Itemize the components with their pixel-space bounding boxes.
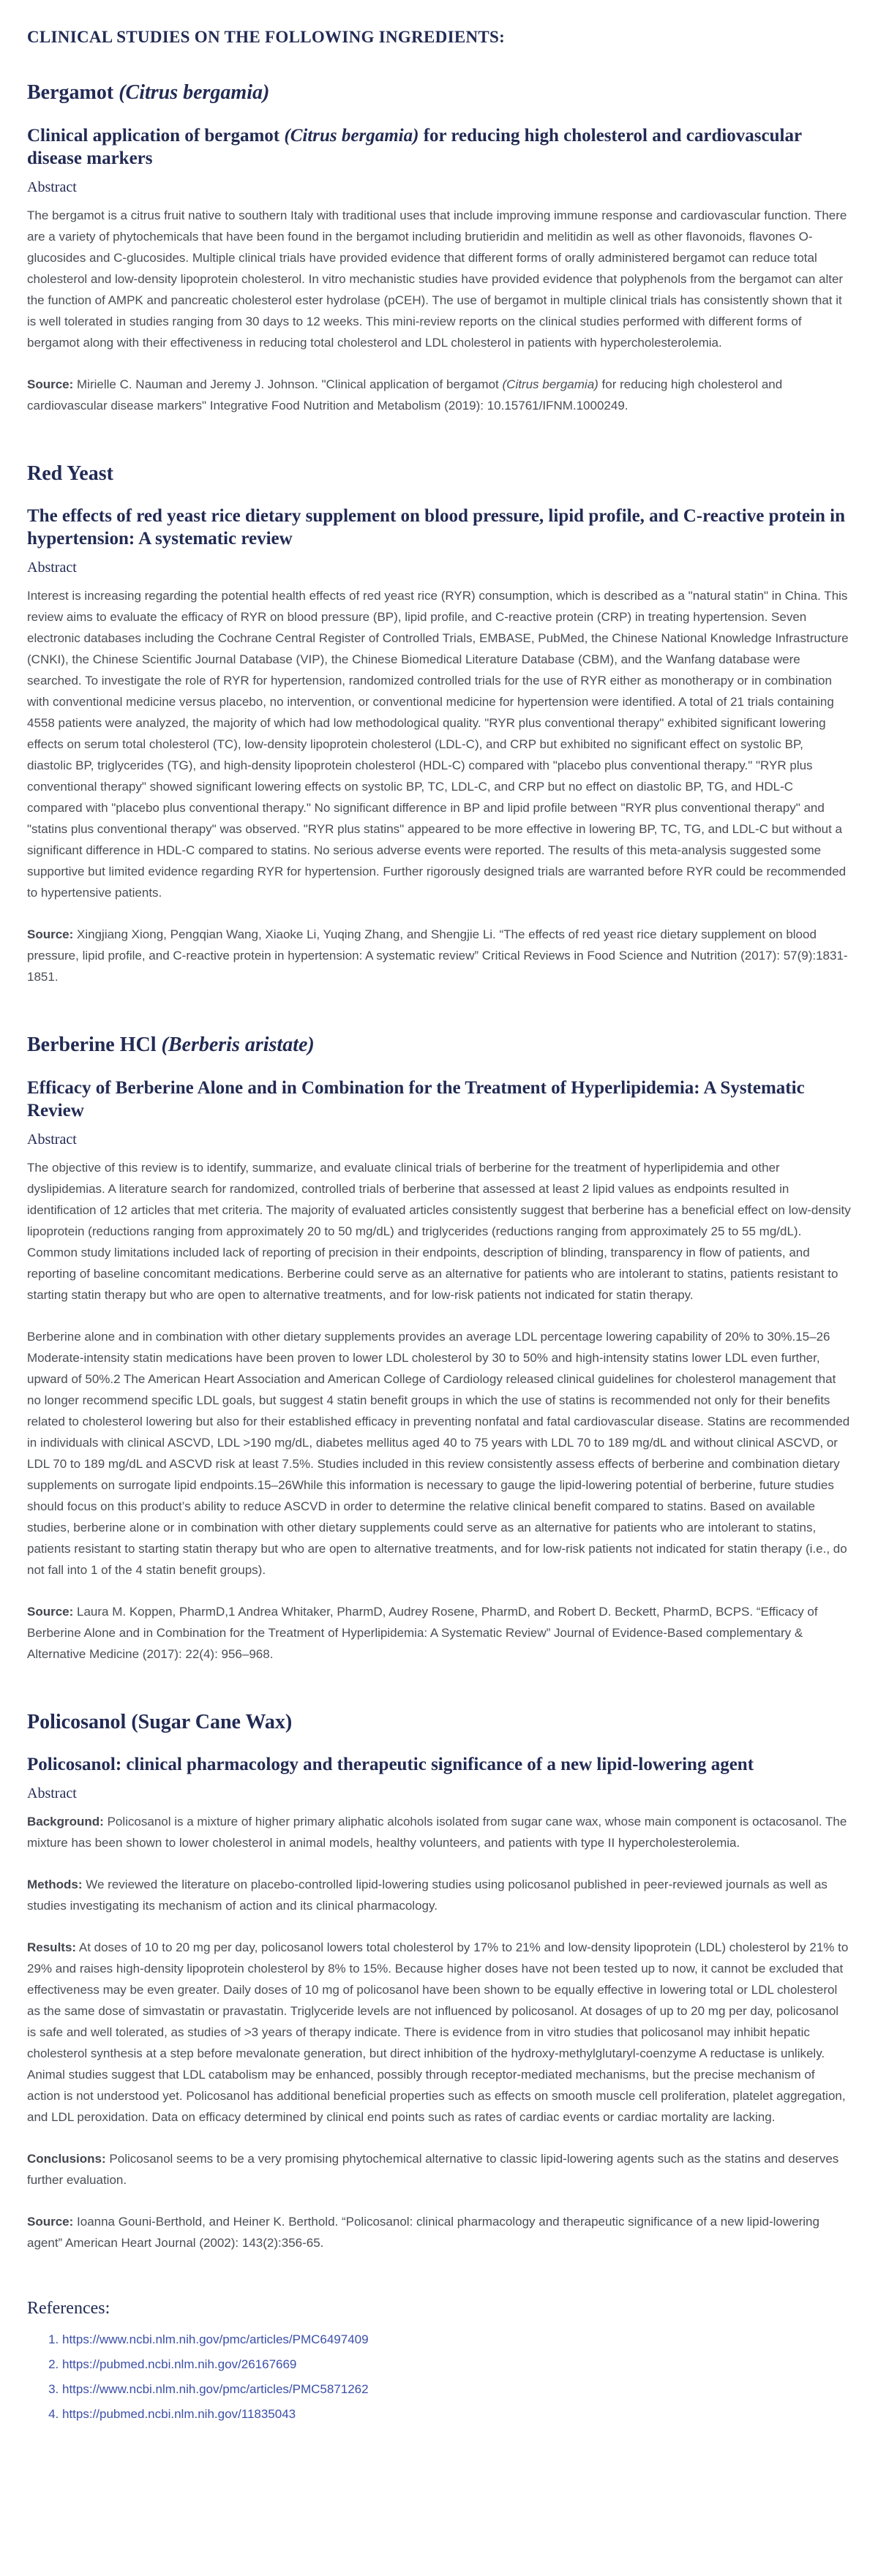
abstract-label: Abstract xyxy=(27,178,77,195)
ingredient-heading-policosanol: Policosanol (Sugar Cane Wax) xyxy=(27,1710,293,1733)
abstract-paragraph-2: Berberine alone and in combination with other dietary supplements provides an average LDL percentage lowering capability of 20% to 30%.15–26 Moderate-intensity statin medications have been proven to lower LDL cholesterol by 30 to 50% and high-intensity statins lower LDL even further, upward of 50%.2 The American Heart Association and American College of Cardiology released clinical guidelines for cholesterol management that no longer recommend specific LDL goals, but suggest 4 statin benefit groups in which the use of statins is recommended not only for their benefits related to cholesterol lowering but also for their established efficacy in preventing nonfatal and fatal cardiovascular disease. Statins are recommended in individuals with clinical ASCVD, LDL >190 mg/dL, diabetes mellitus aged 40 to 75 years with LDL 70 to 189 mg/dL and without clinical ASCVD, or LDL 70 to 189 mg/dL and ASCVD risk at least 7.5%. Studies included in this review consistently assess effects of berberine and combination dietary supplements on surrogate lipid endpoints.15–26While this information is necessary to gauge the lipid-lowering potential of berberine, future studies should focus on this product’s ability to reduce ASCVD in order to determine the relative clinical benefit compared to statins. Based on available studies, berberine alone or in combination with other dietary supplements could serve as an alternative for patients who are intolerant to statins, patients resistant to starting statin therapy but who are open to alternative treatments, and for low-risk patients not indicated for statin therapy (i.e., do not fall into 1 of the 4 statin benefit groups). xyxy=(27,1329,850,1577)
study-title-policosanol: Policosanol: clinical pharmacology and therapeutic significance of a new lipid-lowering agent xyxy=(27,1755,754,1775)
source-label: Source: xyxy=(27,927,74,942)
abstract-paragraph-1: The objective of this review is to identify, summarize, and evaluate clinical trials of berberine for the treatment of hyperlipidemia and other dyslipidemias. A literature search for randomized, controlled trials of berberine that assessed at least 2 lipid values as endpoints resulted in identification of 12 articles that met criteria. The majority of evaluated articles consistently suggest that berberine has a beneficial effect on low-density lipoprotein (reductions ranging from approximately 20 to 50 mg/dL) and triglycerides (reductions ranging from approximately 25 to 55 mg/dL). Common study limitations included lack of reporting of precision in their endpoints, description of blinding, transparency in flow of patients, and reporting of baseline concomitant medications. Berberine could serve as an alternative for patients who are intolerant to statins, patients resistant to starting statin therapy but who are open to alternative treatments, and for low-risk patients not indicated for statin therapy. xyxy=(27,1160,851,1302)
references-section xyxy=(27,2299,851,2425)
abstract-label: Abstract xyxy=(27,560,77,576)
background-label: Background: xyxy=(27,1815,104,1829)
abstract-paragraph: The bergamot is a citrus fruit native to southern Italy with traditional uses that include improving immune response and cardiovascular function. There are a variety of phytochemicals that have been found in the bergamot including brutieridin and melitidin as well as other flavonoids, flavones O-glucosides and C-glucosides. Multiple clinical trials have provided evidence that different forms of orally administered bergamot can reduce total cholesterol and low-density lipoprotein cholesterol. In vitro mechanistic studies have provided evidence that polyphenols from the bergamot can alter the function of AMPK and pancreatic cholesterol ester hydrolase (pCEH). The use of bergamot in multiple clinical trials has consistently shown that it is well tolerated in studies ranging from 30 days to 12 weeks. This mini-review reports on the clinical studies performed with different forms of bergamot along with their effectiveness in reducing total cholesterol and LDL cholesterol in patients with hypercholesterolemia. xyxy=(27,208,847,350)
ingredient-latin-name: (Berberis aristate) xyxy=(161,1033,315,1057)
reference-link-1[interactable]: https://www.ncbi.nlm.nih.gov/pmc/articles/PMC6497409 xyxy=(62,2332,369,2347)
reference-item xyxy=(62,2379,851,2400)
reference-item xyxy=(62,2403,851,2425)
abstract-label: Abstract xyxy=(27,1131,77,1148)
page-title: CLINICAL STUDIES ON THE FOLLOWING INGREDIENTS: xyxy=(27,28,506,46)
reference-link-4[interactable]: https://pubmed.ncbi.nlm.nih.gov/11835043 xyxy=(62,2407,296,2422)
conclusions-label: Conclusions: xyxy=(27,2152,106,2166)
results-paragraph: Results: At doses of 10 to 20 mg per day, policosanol lowers total cholesterol by 17% to 21% and low-density lipoprotein (LDL) cholesterol by 21% to 29% and raises high-density lipoprotein cholesterol by 8% to 15%. Because higher doses have not been tested up to now, it cannot be excluded that effectiveness may be even greater. Daily doses of 10 mg of policosanol have been shown to be equally effective in lowering total or LDL cholesterol as the same dose of simvastatin or pravastatin. Triglyceride levels are not influenced by policosanol. At dosages of up to 20 mg per day, policosanol is safe and well tolerated, as studies of >3 years of therapy indicate. There is evidence from in vitro studies that policosanol may inhibit hepatic cholesterol synthesis at a step before mevalonate generation, but direct inhibition of the hydroxy-methylglutaryl-coenzyme A reductase is unlikely. Animal studies suggest that LDL catabolism may be enhanced, possibly through receptor-mediated mechanisms, but the precise mechanism of action is not understood yet. Policosanol has additional beneficial properties such as effects on smooth muscle cell proliferation, platelet aggregation, and LDL peroxidation. Data on efficacy determined by clinical end points such as rates of cardiac events or cardiac mortality are lacking. xyxy=(27,1940,849,2125)
ingredient-heading-bergamot xyxy=(27,80,851,105)
ingredient-name: Berberine HCl xyxy=(27,1033,162,1057)
abstract-paragraph: Interest is increasing regarding the potential health effects of red yeast rice (RYR) consumption, which is described as a "natural statin" in China. This review aims to evaluate the efficacy of RYR on blood pressure (BP), lipid profile, and C-reactive protein (CRP) in treating hypertension. Seven electronic databases including the Cochrane Central Register of Controlled Trials, EMBASE, PubMed, the Chinese National Knowledge Infrastructure (CNKI), the Chinese Scientific Journal Database (VIP), the Chinese Biomedical Literature Database (CBM), and the Wanfang database were searched. To investigate the role of RYR for hypertension, randomized controlled trials for the use of RYR either as monotherapy or in combination with conventional medicine versus placebo, no intervention, or conventional medicine for hypertension were identified. A total of 21 trials containing 4558 patients were analyzed, the majority of which had low methodological quality. "RYR plus conventional therapy" exhibited significant lowering effects on serum total cholesterol (TC), low-density lipoprotein cholesterol (LDL-C), and CRP but exhibited no significant effect on systolic BP, diastolic BP, triglycerides (TG), and high-density lipoprotein cholesterol (HDL-C) compared with "placebo plus conventional therapy." "RYR plus conventional therapy" showed significant lowering effects on systolic BP, TC, LDL-C, and CRP but no effect on diastolic BP, TG, and HDL-C compared with "placebo plus conventional therapy." No significant difference in BP and lipid profile between "RYR plus conventional therapy" and "statins plus conventional therapy" was observed. "RYR plus statins" appeared to be more effective in lowering BP, TC, TG, and LDL-C but without a significant difference in HDL-C compared to statins. No serious adverse events were reported. The results of this meta-analysis suggested some supportive but limited evidence regarding RYR for hypertension. Further rigorously designed trials are warranted before RYR could be recommended to hypertensive patients. xyxy=(27,589,849,900)
results-label: Results: xyxy=(27,1940,77,1955)
latin-name-italic: (Citrus bergamia) xyxy=(502,377,599,391)
reference-item xyxy=(62,2354,851,2375)
study-title-bergamot: Clinical application of bergamot (Citrus bergamia) for reducing high cholesterol and cardiovascular disease markers xyxy=(27,125,802,168)
references-list xyxy=(27,2329,851,2425)
source-citation-bergamot: Source: Mirielle C. Nauman and Jeremy J. Johnson. "Clinical application of bergamot (Citrus bergamia) for reducing high cholesterol and cardiovascular disease markers" Integrative Food Nutrition and Metabolism (2019): 10.15761/IFNM.1000249. xyxy=(27,377,783,413)
references-heading: References: xyxy=(27,2299,110,2319)
methods-label: Methods: xyxy=(27,1878,83,1892)
abstract-label: Abstract xyxy=(27,1785,77,1802)
methods-paragraph: Methods: We reviewed the literature on placebo-controlled lipid-lowering studies using policosanol published in peer-reviewed journals as well as studies investigating its mechanism of action and its clinical pharmacology. xyxy=(27,1878,828,1913)
latin-name-italic: (Citrus bergamia) xyxy=(284,125,419,146)
source-citation-policosanol: Source: Ioanna Gouni-Berthold, and Heiner K. Berthold. “Policosanol: clinical pharmacology and therapeutic significance of a new lipid-lowering agent” American Heart Journal (2002): 143(2):356-65. xyxy=(27,2215,819,2251)
section-bergamot xyxy=(27,80,851,416)
section-policosanol xyxy=(27,1710,851,2254)
study-title-berberine: Efficacy of Berberine Alone and in Combination for the Treatment of Hyperlipidemia: A Systematic Review xyxy=(27,1077,805,1121)
source-citation-berberine: Source: Laura M. Koppen, PharmD,1 Andrea Whitaker, PharmD, Audrey Rosene, PharmD, and Robert D. Beckett, PharmD, BCPS. “Efficacy of Berberine Alone and in Combination for the Treatment of Hyperlipidemia: A Systematic Review” Journal of Evidence-Based complementary & Alternative Medicine (2017): 22(4): 956–968. xyxy=(27,1604,818,1661)
ingredient-latin-name: (Citrus bergamia) xyxy=(119,81,270,104)
section-berberine xyxy=(27,1033,851,1665)
section-red-yeast xyxy=(27,462,851,988)
background-paragraph: Background: Policosanol is a mixture of higher primary aliphatic alcohols isolated from sugar cane wax, whose main component is octacosanol. The mixture has been shown to lower cholesterol in animal models, healthy volunteers, and patients with type II hypercholesterolemia. xyxy=(27,1815,847,1850)
ingredient-heading-red-yeast: Red Yeast xyxy=(27,462,113,485)
source-citation-red-yeast: Source: Xingjiang Xiong, Pengqian Wang, Xiaoke Li, Yuqing Zhang, and Shengjie Li. “The effects of red yeast rice dietary supplement on blood pressure, lipid profile, and C-reactive protein in hypertension: A systematic review” Critical Reviews in Food Science and Nutrition (2017): 57(9):1831-1851. xyxy=(27,927,848,984)
reference-item xyxy=(62,2329,851,2350)
source-label: Source: xyxy=(27,2215,74,2229)
source-label: Source: xyxy=(27,1604,74,1619)
reference-link-2[interactable]: https://pubmed.ncbi.nlm.nih.gov/26167669 xyxy=(62,2357,297,2372)
ingredient-heading-berberine xyxy=(27,1033,851,1058)
source-label: Source: xyxy=(27,377,74,391)
conclusions-paragraph: Conclusions: Policosanol seems to be a very promising phytochemical alternative to classic lipid-lowering agents such as the statins and deserves further evaluation. xyxy=(27,2152,839,2188)
study-title-red-yeast: The effects of red yeast rice dietary supplement on blood pressure, lipid profile, and C-reactive protein in hypertension: A systematic review xyxy=(27,506,845,549)
ingredient-name: Bergamot xyxy=(27,81,119,104)
reference-link-3[interactable]: https://www.ncbi.nlm.nih.gov/pmc/articles/PMC5871262 xyxy=(62,2382,369,2397)
